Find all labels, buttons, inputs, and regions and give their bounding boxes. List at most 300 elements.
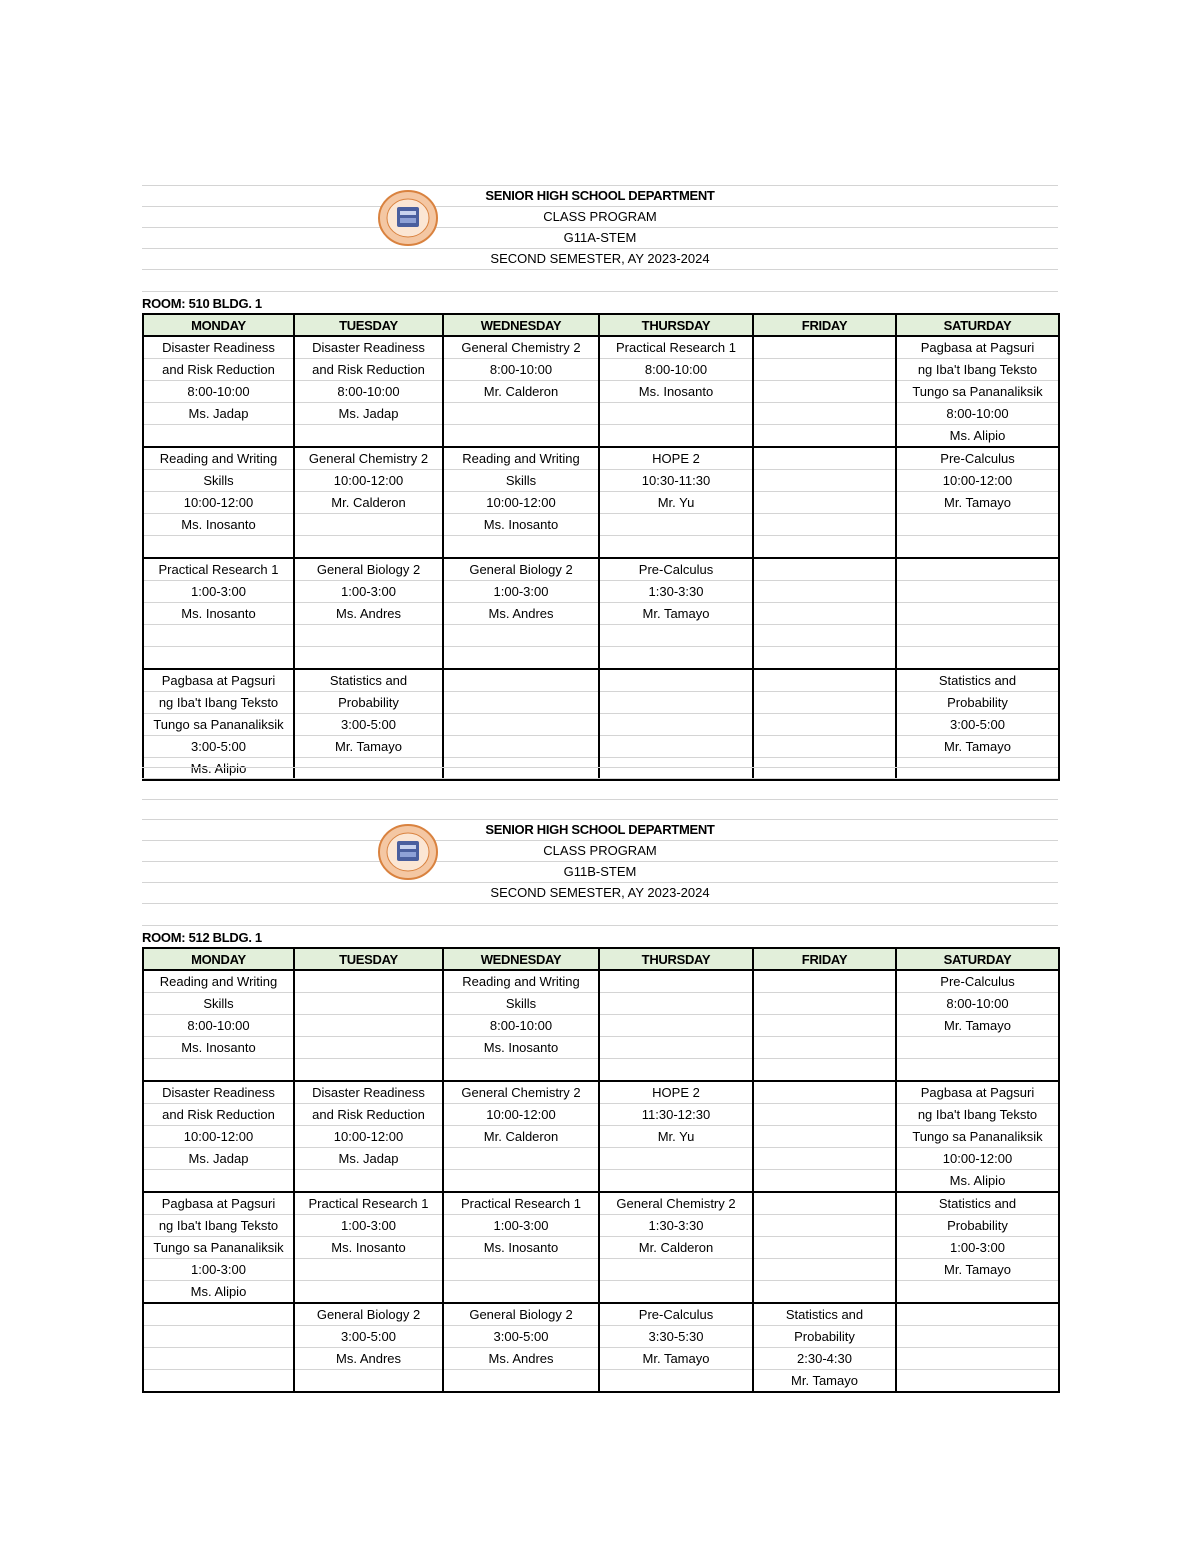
slot-line: Mr. Calderon: [444, 1126, 598, 1148]
time-block-row: [143, 1303, 1059, 1392]
slot-line: [897, 559, 1058, 581]
slot-line: [754, 536, 895, 557]
slot-line: and Risk Reduction: [295, 359, 442, 381]
slot-line: [600, 1148, 752, 1170]
class-slot: [753, 447, 896, 558]
slot-line: Ms. Andres: [295, 603, 442, 625]
slot-line: [444, 736, 598, 758]
slot-line: 8:00-10:00: [444, 359, 598, 381]
time-block-row: [143, 336, 1059, 447]
slot-line: [754, 1259, 895, 1281]
slot-line: [754, 670, 895, 692]
slot-line: Ms. Jadap: [295, 1148, 442, 1170]
slot-line: [897, 1348, 1058, 1370]
class-program-g11a: [142, 185, 1058, 781]
slot-line: [754, 736, 895, 758]
semester-label: SECOND SEMESTER, AY 2023-2024: [490, 251, 710, 266]
slot-line: [754, 470, 895, 492]
slot-line: Pre-Calculus: [600, 1304, 752, 1326]
slot-line: HOPE 2: [600, 448, 752, 470]
slot-line: 1:00-3:00: [295, 581, 442, 603]
class-slot: [896, 970, 1059, 1081]
class-slot: [143, 1303, 294, 1392]
slot-line: [600, 971, 752, 993]
program-header: [142, 185, 1058, 271]
slot-line: [600, 1281, 752, 1302]
slot-line: [600, 1259, 752, 1281]
slot-line: [295, 647, 442, 668]
slot-line: 8:00-10:00: [444, 1015, 598, 1037]
slot-line: Ms. Andres: [444, 603, 598, 625]
time-block-row: [143, 558, 1059, 669]
class-slot: [753, 1192, 896, 1303]
slot-line: [444, 1148, 598, 1170]
slot-line: [754, 359, 895, 381]
day-header: FRIDAY: [753, 314, 896, 336]
slot-line: [754, 647, 895, 668]
slot-line: [295, 1037, 442, 1059]
slot-line: [600, 714, 752, 736]
slot-line: [600, 1037, 752, 1059]
slot-line: [754, 492, 895, 514]
slot-line: Ms. Jadap: [295, 403, 442, 425]
slot-line: Reading and Writing: [444, 971, 598, 993]
class-slot: [294, 1303, 443, 1392]
day-header: MONDAY: [143, 948, 294, 970]
slot-line: [754, 603, 895, 625]
slot-line: and Risk Reduction: [295, 1104, 442, 1126]
slot-line: Ms. Andres: [295, 1348, 442, 1370]
class-slot: [443, 336, 599, 447]
slot-line: Statistics and: [295, 670, 442, 692]
slot-line: Skills: [444, 470, 598, 492]
slot-line: Probability: [897, 692, 1058, 714]
slot-line: [754, 1015, 895, 1037]
day-header: SATURDAY: [896, 948, 1059, 970]
slot-line: Mr. Calderon: [295, 492, 442, 514]
slot-line: [754, 625, 895, 647]
slot-line: 1:00-3:00: [444, 581, 598, 603]
slot-line: Tungo sa Pananaliksik: [897, 381, 1058, 403]
slot-line: Practical Research 1: [444, 1193, 598, 1215]
slot-line: 10:00-12:00: [295, 1126, 442, 1148]
slot-line: Mr. Yu: [600, 492, 752, 514]
slot-line: [754, 1193, 895, 1215]
class-slot: [599, 970, 753, 1081]
slot-line: [144, 625, 293, 647]
slot-line: [295, 1370, 442, 1391]
slot-line: [444, 1370, 598, 1391]
day-header: SATURDAY: [896, 314, 1059, 336]
class-slot: [599, 447, 753, 558]
class-slot: [294, 447, 443, 558]
slot-line: [754, 1281, 895, 1302]
slot-line: 3:00-5:00: [295, 714, 442, 736]
schedule-table: [142, 313, 1060, 781]
slot-line: Mr. Calderon: [444, 381, 598, 403]
slot-line: [600, 625, 752, 647]
class-slot: [753, 336, 896, 447]
slot-line: [295, 536, 442, 557]
slot-line: 10:30-11:30: [600, 470, 752, 492]
time-block-row: [143, 970, 1059, 1081]
slot-line: Skills: [444, 993, 598, 1015]
class-slot: [896, 1192, 1059, 1303]
slot-line: and Risk Reduction: [144, 1104, 293, 1126]
class-slot: [753, 558, 896, 669]
slot-line: [754, 381, 895, 403]
class-slot: [143, 336, 294, 447]
slot-line: 8:00-10:00: [144, 381, 293, 403]
class-slot: [143, 447, 294, 558]
slot-line: 1:30-3:30: [600, 581, 752, 603]
slot-line: Mr. Tamayo: [791, 1373, 858, 1388]
slot-line: [444, 1259, 598, 1281]
slot-line: Pre-Calculus: [897, 971, 1058, 993]
slot-line: [754, 1037, 895, 1059]
class-slot: [599, 336, 753, 447]
class-slot: [143, 970, 294, 1081]
class-slot: [599, 1192, 753, 1303]
slot-line: Mr. Tamayo: [897, 1015, 1058, 1037]
class-program-g11b: [142, 819, 1058, 1393]
slot-line: ng Iba't Ibang Teksto: [144, 692, 293, 714]
slot-line: ng Iba't Ibang Teksto: [897, 1104, 1058, 1126]
slot-line: General Chemistry 2: [444, 337, 598, 359]
slot-line: General Chemistry 2: [295, 448, 442, 470]
slot-line: [144, 1059, 293, 1080]
slot-line: [754, 514, 895, 536]
day-header: TUESDAY: [294, 948, 443, 970]
class-slot: [443, 1303, 599, 1392]
slot-line: [144, 1326, 293, 1348]
slot-line: [600, 514, 752, 536]
program-header: [142, 819, 1058, 905]
slot-line: [295, 1281, 442, 1302]
class-slot: [143, 1192, 294, 1303]
slot-line: Skills: [144, 470, 293, 492]
slot-line: [754, 971, 895, 993]
slot-line: Pre-Calculus: [600, 559, 752, 581]
day-header-row: [143, 948, 1059, 970]
slot-line: [754, 1237, 895, 1259]
slot-line: Practical Research 1: [144, 559, 293, 581]
slot-line: [754, 1215, 895, 1237]
slot-line: [600, 1370, 752, 1391]
class-slot: [896, 336, 1059, 447]
slot-line: [897, 647, 1058, 668]
slot-line: [295, 1259, 442, 1281]
slot-line: [600, 1170, 752, 1191]
slot-line: [754, 581, 895, 603]
time-block-row: [143, 1192, 1059, 1303]
slot-line: 10:00-12:00: [144, 492, 293, 514]
slot-line: Ms. Andres: [444, 1348, 598, 1370]
time-block-row: [143, 1081, 1059, 1192]
slot-line: Ms. Alipio: [190, 1284, 247, 1299]
slot-line: Ms. Jadap: [144, 1148, 293, 1170]
slot-line: and Risk Reduction: [144, 359, 293, 381]
slot-line: [754, 1082, 895, 1104]
slot-line: Pre-Calculus: [897, 448, 1058, 470]
slot-line: Practical Research 1: [295, 1193, 442, 1215]
class-slot: [143, 1081, 294, 1192]
slot-line: Tungo sa Pananaliksik: [144, 1237, 293, 1259]
slot-line: [295, 625, 442, 647]
slot-line: [754, 448, 895, 470]
slot-line: Disaster Readiness: [144, 337, 293, 359]
room-label: ROOM: 510 BLDG. 1: [142, 296, 262, 311]
slot-line: [600, 1015, 752, 1037]
day-header: TUESDAY: [294, 314, 443, 336]
slot-line: [897, 514, 1058, 536]
slot-line: [754, 425, 895, 446]
schedule-table: [142, 947, 1060, 1393]
slot-line: Ms. Jadap: [144, 403, 293, 425]
slot-line: [754, 714, 895, 736]
room-label: ROOM: 512 BLDG. 1: [142, 930, 262, 945]
slot-line: Mr. Yu: [600, 1126, 752, 1148]
slot-line: 8:00-10:00: [295, 381, 442, 403]
slot-line: [600, 692, 752, 714]
slot-line: [754, 559, 895, 581]
slot-line: [754, 1059, 895, 1080]
slot-line: [754, 1148, 895, 1170]
slot-line: Reading and Writing: [144, 448, 293, 470]
slot-line: [897, 1326, 1058, 1348]
slot-line: [444, 670, 598, 692]
slot-line: Probability: [754, 1326, 895, 1348]
day-header: FRIDAY: [753, 948, 896, 970]
slot-line: [600, 1059, 752, 1080]
slot-line: [754, 403, 895, 425]
slot-line: 10:00-12:00: [897, 1148, 1058, 1170]
slot-line: Disaster Readiness: [144, 1082, 293, 1104]
slot-line: Reading and Writing: [444, 448, 598, 470]
slot-line: Ms. Inosanto: [444, 1237, 598, 1259]
slot-line: ng Iba't Ibang Teksto: [897, 359, 1058, 381]
slot-line: [600, 647, 752, 668]
class-slot: [896, 1303, 1059, 1392]
slot-line: [600, 736, 752, 758]
slot-line: 10:00-12:00: [897, 470, 1058, 492]
slot-line: 3:00-5:00: [144, 736, 293, 758]
slot-line: Ms. Inosanto: [444, 514, 598, 536]
slot-line: [897, 625, 1058, 647]
slot-line: 10:00-12:00: [144, 1126, 293, 1148]
slot-line: Pagbasa at Pagsuri: [144, 1193, 293, 1215]
slot-line: 3:00-5:00: [897, 714, 1058, 736]
slot-line: Ms. Alipio: [190, 761, 247, 776]
slot-line: [754, 337, 895, 359]
slot-line: Reading and Writing: [144, 971, 293, 993]
slot-line: 1:00-3:00: [295, 1215, 442, 1237]
slot-line: [897, 1059, 1058, 1080]
slot-line: [897, 1304, 1058, 1326]
slot-line: [897, 581, 1058, 603]
slot-line: 8:00-10:00: [897, 403, 1058, 425]
slot-line: [444, 425, 598, 446]
slot-line: General Biology 2: [444, 559, 598, 581]
slot-line: [444, 714, 598, 736]
slot-line: [144, 1348, 293, 1370]
class-slot: [294, 970, 443, 1081]
slot-line: General Chemistry 2: [444, 1082, 598, 1104]
slot-line: [444, 647, 598, 668]
slot-line: Practical Research 1: [600, 337, 752, 359]
slot-line: [444, 692, 598, 714]
slot-line: [295, 1015, 442, 1037]
slot-line: Ms. Inosanto: [144, 514, 293, 536]
class-slot: [753, 1303, 896, 1392]
slot-line: 1:00-3:00: [144, 1259, 293, 1281]
slot-line: Mr. Calderon: [600, 1237, 752, 1259]
slot-line: [754, 993, 895, 1015]
class-slot: [599, 1303, 753, 1392]
slot-line: [444, 403, 598, 425]
department-title: SENIOR HIGH SCHOOL DEPARTMENT: [485, 822, 715, 837]
slot-line: [444, 625, 598, 647]
slot-line: [897, 603, 1058, 625]
slot-line: Pagbasa at Pagsuri: [897, 337, 1058, 359]
program-label: CLASS PROGRAM: [543, 843, 657, 858]
slot-line: [754, 1126, 895, 1148]
day-header: WEDNESDAY: [443, 948, 599, 970]
slot-line: Statistics and: [754, 1304, 895, 1326]
slot-line: Ms. Alipio: [949, 428, 1006, 443]
slot-line: [897, 536, 1058, 557]
day-header: MONDAY: [143, 314, 294, 336]
class-slot: [443, 1192, 599, 1303]
department-title: SENIOR HIGH SCHOOL DEPARTMENT: [485, 188, 715, 203]
class-slot: [753, 1081, 896, 1192]
slot-line: 1:00-3:00: [144, 581, 293, 603]
slot-line: Probability: [295, 692, 442, 714]
slot-line: Mr. Tamayo: [897, 492, 1058, 514]
slot-line: [444, 536, 598, 557]
slot-line: Mr. Tamayo: [600, 1348, 752, 1370]
slot-line: 2:30-4:30: [754, 1348, 895, 1370]
section-name: G11A-STEM: [563, 230, 637, 245]
slot-line: [144, 647, 293, 668]
section-name: G11B-STEM: [563, 864, 637, 879]
slot-line: Mr. Tamayo: [600, 603, 752, 625]
slot-line: ng Iba't Ibang Teksto: [144, 1215, 293, 1237]
slot-line: [600, 403, 752, 425]
slot-line: [144, 425, 293, 446]
slot-line: [754, 1104, 895, 1126]
program-label: CLASS PROGRAM: [543, 209, 657, 224]
class-slot: [753, 970, 896, 1081]
slot-line: 10:00-12:00: [444, 1104, 598, 1126]
class-slot: [294, 1192, 443, 1303]
slot-line: [295, 1170, 442, 1191]
slot-line: [295, 993, 442, 1015]
slot-line: [295, 425, 442, 446]
class-slot: [896, 1081, 1059, 1192]
slot-line: Ms. Inosanto: [295, 1237, 442, 1259]
slot-line: General Chemistry 2: [600, 1193, 752, 1215]
slot-line: Mr. Tamayo: [295, 736, 442, 758]
slot-line: HOPE 2: [600, 1082, 752, 1104]
class-slot: [443, 558, 599, 669]
class-slot: [294, 1081, 443, 1192]
slot-line: Ms. Inosanto: [444, 1037, 598, 1059]
room-row: [142, 271, 1058, 313]
slot-line: [144, 1304, 293, 1326]
slot-line: 3:00-5:00: [295, 1326, 442, 1348]
day-header: THURSDAY: [599, 314, 753, 336]
slot-line: [897, 1281, 1058, 1302]
slot-line: Tungo sa Pananaliksik: [144, 714, 293, 736]
slot-line: Statistics and: [897, 670, 1058, 692]
slot-line: 8:00-10:00: [897, 993, 1058, 1015]
room-row: [142, 905, 1058, 947]
slot-line: [295, 1059, 442, 1080]
class-slot: [443, 447, 599, 558]
slot-line: General Biology 2: [444, 1304, 598, 1326]
slot-line: 1:00-3:00: [897, 1237, 1058, 1259]
slot-line: [295, 971, 442, 993]
class-slot: [143, 558, 294, 669]
slot-line: [600, 670, 752, 692]
slot-line: Statistics and: [897, 1193, 1058, 1215]
slot-line: Pagbasa at Pagsuri: [897, 1082, 1058, 1104]
slot-line: 10:00-12:00: [295, 470, 442, 492]
slot-line: General Biology 2: [295, 1304, 442, 1326]
slot-line: [144, 1370, 293, 1391]
class-slot: [896, 558, 1059, 669]
class-slot: [599, 1081, 753, 1192]
slot-line: 11:30-12:30: [600, 1104, 752, 1126]
slot-line: [600, 425, 752, 446]
sheet-divider: [142, 757, 1058, 819]
slot-line: [897, 1370, 1058, 1391]
slot-line: Ms. Alipio: [949, 1173, 1006, 1188]
slot-line: [144, 1170, 293, 1191]
slot-line: [444, 1059, 598, 1080]
slot-line: Pagbasa at Pagsuri: [144, 670, 293, 692]
class-slot: [896, 447, 1059, 558]
semester-label: SECOND SEMESTER, AY 2023-2024: [490, 885, 710, 900]
slot-line: [444, 1170, 598, 1191]
slot-line: Mr. Tamayo: [897, 736, 1058, 758]
slot-line: Skills: [144, 993, 293, 1015]
slot-line: 3:00-5:00: [444, 1326, 598, 1348]
class-slot: [294, 558, 443, 669]
day-header-row: [143, 314, 1059, 336]
slot-line: Ms. Inosanto: [144, 1037, 293, 1059]
slot-line: Ms. Inosanto: [600, 381, 752, 403]
slot-line: 10:00-12:00: [444, 492, 598, 514]
slot-line: [754, 1170, 895, 1191]
day-header: THURSDAY: [599, 948, 753, 970]
slot-line: [600, 993, 752, 1015]
slot-line: Mr. Tamayo: [897, 1259, 1058, 1281]
slot-line: [444, 1281, 598, 1302]
slot-line: 1:30-3:30: [600, 1215, 752, 1237]
day-header: WEDNESDAY: [443, 314, 599, 336]
slot-line: 8:00-10:00: [144, 1015, 293, 1037]
slot-line: General Biology 2: [295, 559, 442, 581]
slot-line: Probability: [897, 1215, 1058, 1237]
slot-line: [754, 692, 895, 714]
slot-line: [295, 514, 442, 536]
class-slot: [443, 1081, 599, 1192]
slot-line: [600, 536, 752, 557]
class-slot: [599, 558, 753, 669]
slot-line: [144, 536, 293, 557]
